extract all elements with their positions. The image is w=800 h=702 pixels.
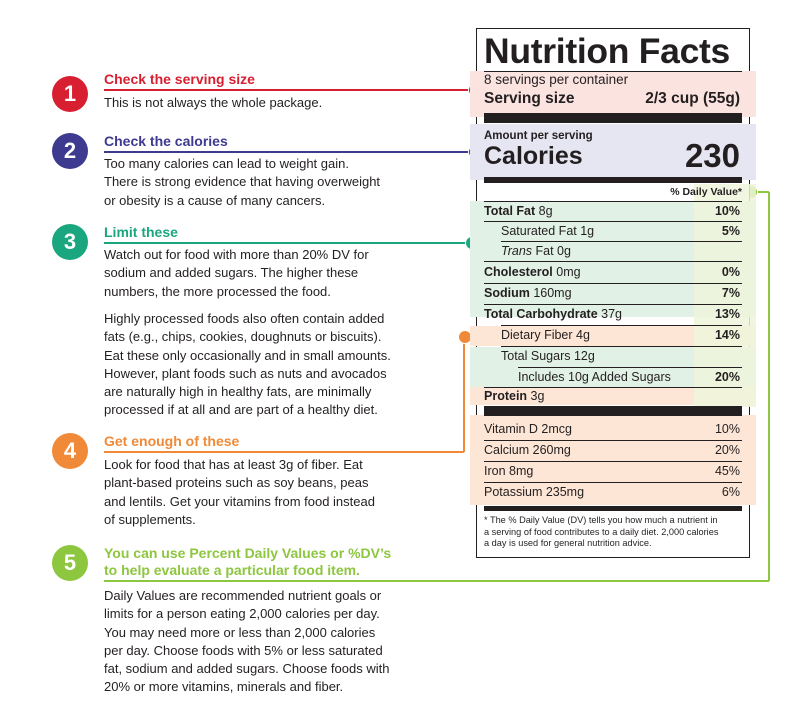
vitamin-name: Vitamin D 2mcg [484, 422, 572, 436]
trans-fat-rest: Fat 0g [535, 244, 571, 258]
dv-header: % Daily Value* [670, 186, 742, 198]
protein-row [484, 387, 742, 405]
step-3-connector [104, 242, 474, 244]
cholesterol-row [484, 263, 742, 281]
added-sugars-row [484, 368, 742, 386]
trans-fat-row [484, 242, 742, 260]
total-carb-amount: 37g [601, 307, 623, 321]
step-1-connector [104, 89, 474, 91]
serving-thick-bar [484, 113, 742, 123]
vitamin-row [484, 483, 742, 501]
vitamin-row [484, 441, 742, 459]
vitamin-name: Potassium 235mg [484, 485, 585, 499]
vitamin-name: Calcium 260mg [484, 443, 571, 457]
total-fat-amount: 8g [538, 204, 553, 218]
calories-row [484, 139, 742, 173]
total-sugars-row [484, 347, 742, 365]
total-carb-name: Total Carbohydrate [484, 307, 598, 321]
step-5-body: Daily Values are recommended nutrient goals or limits for a person eating 2,000 calories per day. You may need more or less than 2,000 calories per day. Choose foods with 5% or less saturated fat, sodium and added sugars. Choose foods with 20% or more vitamins, minerals and fiber. [104, 588, 390, 695]
protein-amount: 3g [530, 389, 545, 403]
step-4-body: Look for food that has at least 3g of fiber. Eat plant-based proteins such as soy beans, peas and lentils. Get your vitamins from food instead of supplements. [104, 457, 375, 527]
step-2-connector [104, 151, 474, 153]
amount-per-serving: Amount per serving [484, 130, 593, 142]
added-sugars-name: Includes 10g Added Sugars [518, 370, 671, 384]
step-4-connector [104, 451, 464, 453]
step-4-connector-vertical [463, 337, 465, 452]
step-5-heading-line2: to help evaluate a particular food item. [104, 562, 360, 578]
step-2-body: Too many calories can lead to weight gain. There is strong evidence that having overweight or obesity is a cause of many cancers. [104, 156, 381, 208]
total-carb-row [484, 305, 742, 323]
step-1-heading: Check the serving size [104, 71, 255, 87]
protein-name: Protein [484, 389, 528, 403]
total-fat-dv: 10% [714, 204, 740, 218]
footnote: * The % Daily Value (DV) tells you how much a nutrient in a serving of food contributes to a daily diet. 2,000 calories a day is used for general nutrition advice. [484, 515, 719, 548]
step-5-connector [104, 580, 769, 582]
serving-size-row [484, 89, 742, 109]
calories-label: Calories [484, 142, 583, 170]
cholesterol-dv: 0% [721, 265, 740, 279]
step-4-heading: Get enough of these [104, 433, 240, 449]
total-fat-name: Total Fat [484, 204, 536, 218]
label-title: Nutrition Facts [484, 31, 730, 71]
sodium-name: Sodium [484, 286, 530, 300]
serving-size-label: Serving size [484, 90, 575, 107]
step-5-heading: You can use Percent Daily Values or %DV’s [104, 545, 392, 561]
step-5-badge: 5 [52, 545, 88, 581]
saturated-fat-dv: 5% [721, 224, 740, 238]
step-3-badge: 3 [52, 224, 88, 260]
step-3-body-extra: Highly processed foods also often contain added fats (e.g., chips, cookies, doughnuts or biscuits). Eat these only occasionally and in small amounts. However, plant foods such as nuts and avocados are naturally high in healthy fats, are minimally processed if at all and are part of a healthy diet. [104, 311, 391, 418]
vitamin-row [484, 420, 742, 438]
fiber-name: Dietary Fiber 4g [501, 328, 590, 342]
sodium-dv: 7% [721, 286, 740, 300]
servings-per-container: 8 servings per container [484, 72, 629, 87]
vitamin-dv: 45% [714, 464, 740, 478]
added-sugars-dv: 20% [714, 370, 740, 384]
row-rule [484, 261, 742, 262]
step-5-connector-vertical [768, 192, 770, 581]
step-4-badge: 4 [52, 433, 88, 469]
total-carb-dv: 13% [714, 307, 740, 321]
serving-size-value: 2/3 cup (55g) [645, 90, 740, 107]
fiber-dv: 14% [714, 328, 740, 342]
trans-label: Trans [501, 244, 533, 258]
total-sugars-name: Total Sugars 12g [501, 349, 595, 363]
step-1-body: This is not always the whole package. [104, 95, 323, 110]
step-2-badge: 2 [52, 133, 88, 169]
fiber-row [484, 326, 742, 344]
vitamin-row [484, 462, 742, 480]
step-2-heading: Check the calories [104, 133, 228, 149]
cholesterol-name: Cholesterol [484, 265, 553, 279]
step-3-body: Watch out for food with more than 20% DV for sodium and added sugars. The higher these numbers, the more processed the food. [104, 247, 369, 299]
vitamin-dv: 20% [714, 443, 740, 457]
nutrition-facts-label [476, 28, 750, 558]
step-3-heading: Limit these [104, 224, 178, 240]
vitamin-name: Iron 8mg [484, 464, 534, 478]
calories-value: 230 [684, 137, 740, 174]
total-fat-row [484, 202, 742, 220]
sodium-row [484, 284, 742, 302]
sodium-amount: 160mg [533, 286, 572, 300]
protein-thick-bar [484, 406, 742, 416]
footnote-bar [484, 506, 742, 511]
saturated-fat-row [484, 222, 742, 240]
vitamin-dv: 6% [721, 485, 740, 499]
vitamin-dv: 10% [714, 422, 740, 436]
saturated-fat-name: Saturated Fat 1g [501, 224, 595, 238]
step-1-badge: 1 [52, 76, 88, 112]
cholesterol-amount: 0mg [556, 265, 581, 279]
